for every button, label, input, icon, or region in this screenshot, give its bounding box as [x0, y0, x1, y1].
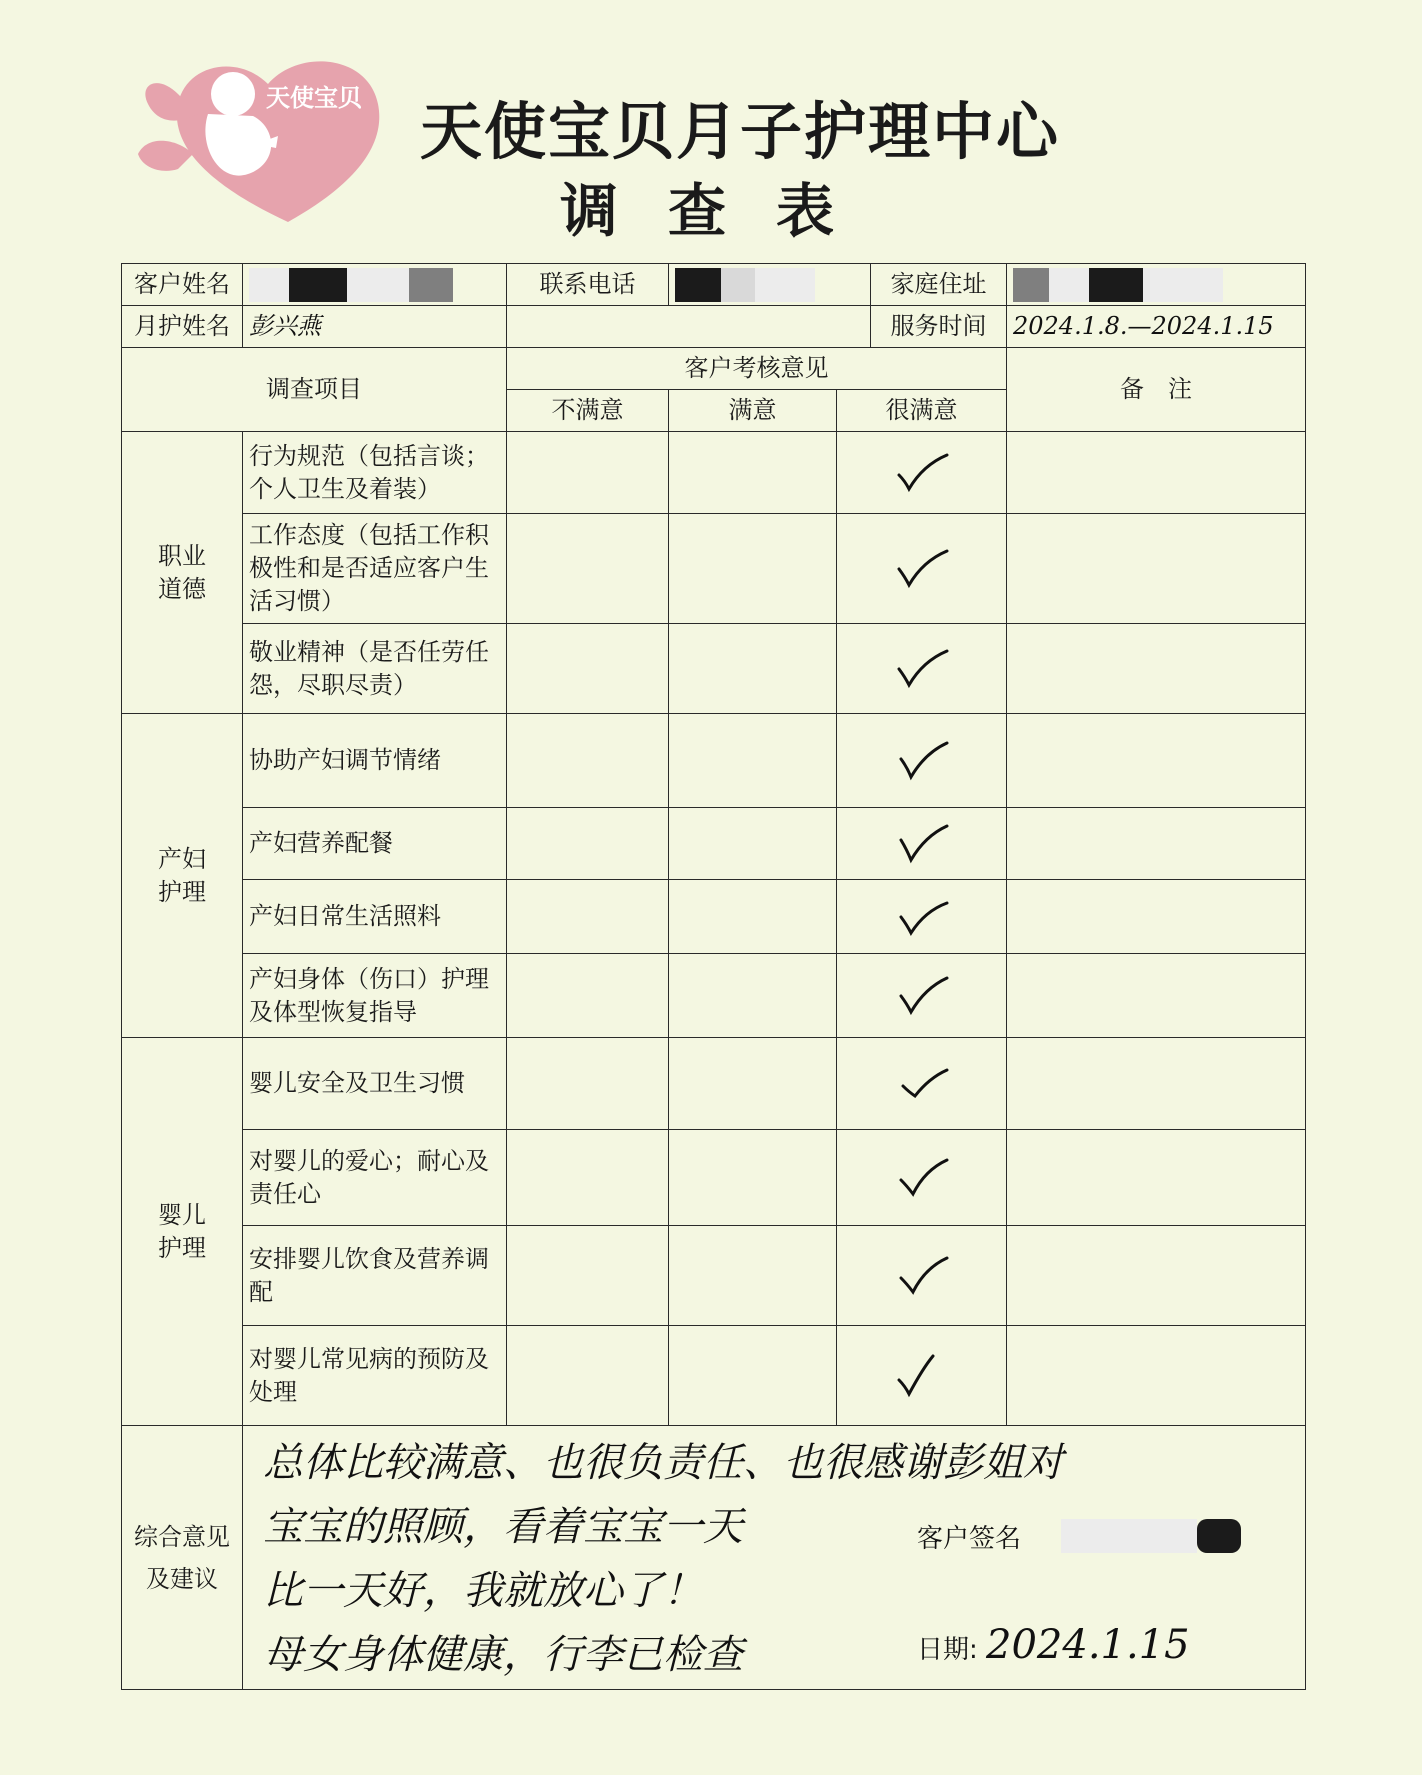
cell-unsatisfied: [507, 432, 669, 514]
survey-item-text: 工作态度（包括工作积极性和是否适应客户生活习惯）: [243, 514, 507, 624]
survey-row: [122, 714, 1306, 808]
checkmark-icon: [893, 895, 951, 939]
survey-row: [122, 880, 1306, 954]
survey-item-text: 产妇营养配餐: [243, 808, 507, 880]
customer-name-redacted: [243, 264, 507, 306]
cell-very-satisfied: [837, 1038, 1007, 1130]
cell-satisfied: [669, 880, 837, 954]
checkmark-icon: [893, 1254, 951, 1298]
signature-label: 客户签名: [917, 1523, 1022, 1554]
header-row-1: [122, 348, 1306, 390]
cell-unsatisfied: [507, 1226, 669, 1326]
nurse-name-label: 月护姓名: [122, 306, 243, 348]
cell-unsatisfied: [507, 808, 669, 880]
cell-remarks: [1007, 1226, 1306, 1326]
checkmark-icon: [893, 547, 951, 591]
customer-info-row: [122, 264, 1306, 306]
survey-item-text: 产妇身体（伤口）护理及体型恢复指导: [243, 954, 507, 1038]
comments-cell: [243, 1426, 1306, 1690]
cell-remarks: [1007, 432, 1306, 514]
category-label: 职业 道德: [122, 432, 243, 714]
checkmark-icon: [893, 1062, 951, 1106]
survey-row: [122, 954, 1306, 1038]
cell-very-satisfied: [837, 808, 1007, 880]
service-time-label: 服务时间: [871, 306, 1007, 348]
comment-line: 比一天好，我就放心了！: [263, 1567, 703, 1614]
survey-form-table: [121, 263, 1306, 1690]
cell-unsatisfied: [507, 1326, 669, 1426]
checkmark-icon: [893, 647, 951, 691]
checkmark-icon: [893, 822, 951, 866]
page-subtitle: 调查表: [560, 177, 885, 245]
survey-row: [122, 1130, 1306, 1226]
address-label: 家庭住址: [871, 264, 1007, 306]
col-unsatisfied: 不满意: [507, 390, 669, 432]
cell-remarks: [1007, 1038, 1306, 1130]
cell-unsatisfied: [507, 954, 669, 1038]
opinion-header: 客户考核意见: [507, 348, 1007, 390]
svg-text:天使宝贝: 天使宝贝: [266, 84, 362, 112]
cell-very-satisfied: [837, 714, 1007, 808]
survey-row: [122, 1038, 1306, 1130]
checkmark-icon: [893, 1156, 951, 1200]
logo: [138, 44, 390, 224]
remarks-header: 备 注: [1007, 348, 1306, 432]
survey-row: [122, 514, 1306, 624]
cell-satisfied: [669, 714, 837, 808]
date-line: [917, 1613, 1190, 1682]
cell-remarks: [1007, 514, 1306, 624]
nurse-name-value: 彭兴燕: [243, 306, 507, 348]
survey-row: [122, 1326, 1306, 1426]
comment-line: 宝宝的照顾，看着宝宝一天: [263, 1503, 743, 1550]
comments-area: [253, 1429, 1295, 1687]
survey-item-header: 调查项目: [122, 348, 507, 432]
customer-name-label: 客户姓名: [122, 264, 243, 306]
nurse-info-row: [122, 306, 1306, 348]
survey-item-text: 产妇日常生活照料: [243, 880, 507, 954]
cell-very-satisfied: [837, 1326, 1007, 1426]
cell-satisfied: [669, 1326, 837, 1426]
cell-very-satisfied: [837, 624, 1007, 714]
survey-row: [122, 808, 1306, 880]
comments-row: [122, 1426, 1306, 1690]
checkmark-icon: [893, 739, 951, 783]
cell-remarks: [1007, 714, 1306, 808]
cell-unsatisfied: [507, 624, 669, 714]
cell-satisfied: [669, 1226, 837, 1326]
phone-label: 联系电话: [507, 264, 669, 306]
date-value: 2024.1.15: [986, 1621, 1190, 1668]
cell-remarks: [1007, 1130, 1306, 1226]
page-title: 天使宝贝月子护理中心: [420, 95, 1061, 168]
cell-remarks: [1007, 1326, 1306, 1426]
cell-satisfied: [669, 514, 837, 624]
cell-unsatisfied: [507, 1130, 669, 1226]
cell-very-satisfied: [837, 1226, 1007, 1326]
blank-cell: [507, 306, 871, 348]
col-satisfied: 满意: [669, 390, 837, 432]
comment-line: 母女身体健康，行李已检查: [263, 1631, 743, 1678]
cell-satisfied: [669, 808, 837, 880]
signature-redacted: [1061, 1501, 1241, 1565]
checkmark-icon: [893, 1354, 951, 1398]
comments-label: 综合意见 及建议: [122, 1426, 243, 1690]
checkmark-icon: [893, 451, 951, 495]
service-time-value: 2024.1.8.—2024.1.15: [1007, 306, 1306, 348]
category-label: 婴儿 护理: [122, 1038, 243, 1426]
cell-unsatisfied: [507, 880, 669, 954]
cell-satisfied: [669, 624, 837, 714]
cell-remarks: [1007, 808, 1306, 880]
cell-satisfied: [669, 954, 837, 1038]
cell-very-satisfied: [837, 880, 1007, 954]
cell-unsatisfied: [507, 514, 669, 624]
cell-unsatisfied: [507, 1038, 669, 1130]
checkmark-icon: [893, 974, 951, 1018]
survey-item-text: 敬业精神（是否任劳任怨，尽职尽责）: [243, 624, 507, 714]
cell-remarks: [1007, 954, 1306, 1038]
cell-very-satisfied: [837, 954, 1007, 1038]
survey-item-text: 行为规范（包括言谈；个人卫生及着装）: [243, 432, 507, 514]
survey-item-text: 对婴儿常见病的预防及处理: [243, 1326, 507, 1426]
survey-item-text: 婴儿安全及卫生习惯: [243, 1038, 507, 1130]
survey-item-text: 安排婴儿饮食及营养调配: [243, 1226, 507, 1326]
survey-item-text: 对婴儿的爱心；耐心及责任心: [243, 1130, 507, 1226]
cell-very-satisfied: [837, 514, 1007, 624]
cell-satisfied: [669, 1130, 837, 1226]
category-label: 产妇 护理: [122, 714, 243, 1038]
cell-satisfied: [669, 432, 837, 514]
cell-satisfied: [669, 1038, 837, 1130]
date-label: 日期:: [917, 1634, 978, 1665]
cell-very-satisfied: [837, 1130, 1007, 1226]
cell-very-satisfied: [837, 432, 1007, 514]
survey-item-text: 协助产妇调节情绪: [243, 714, 507, 808]
address-redacted: [1007, 264, 1306, 306]
survey-row: [122, 432, 1306, 514]
angel-heart-logo-icon: [138, 44, 390, 224]
comment-line: 总体比较满意、也很负责任、也很感谢彭姐对: [263, 1439, 1063, 1486]
cell-unsatisfied: [507, 714, 669, 808]
phone-redacted: [669, 264, 871, 306]
col-very-satisfied: 很满意: [837, 390, 1007, 432]
survey-row: [122, 624, 1306, 714]
survey-row: [122, 1226, 1306, 1326]
cell-remarks: [1007, 880, 1306, 954]
cell-remarks: [1007, 624, 1306, 714]
